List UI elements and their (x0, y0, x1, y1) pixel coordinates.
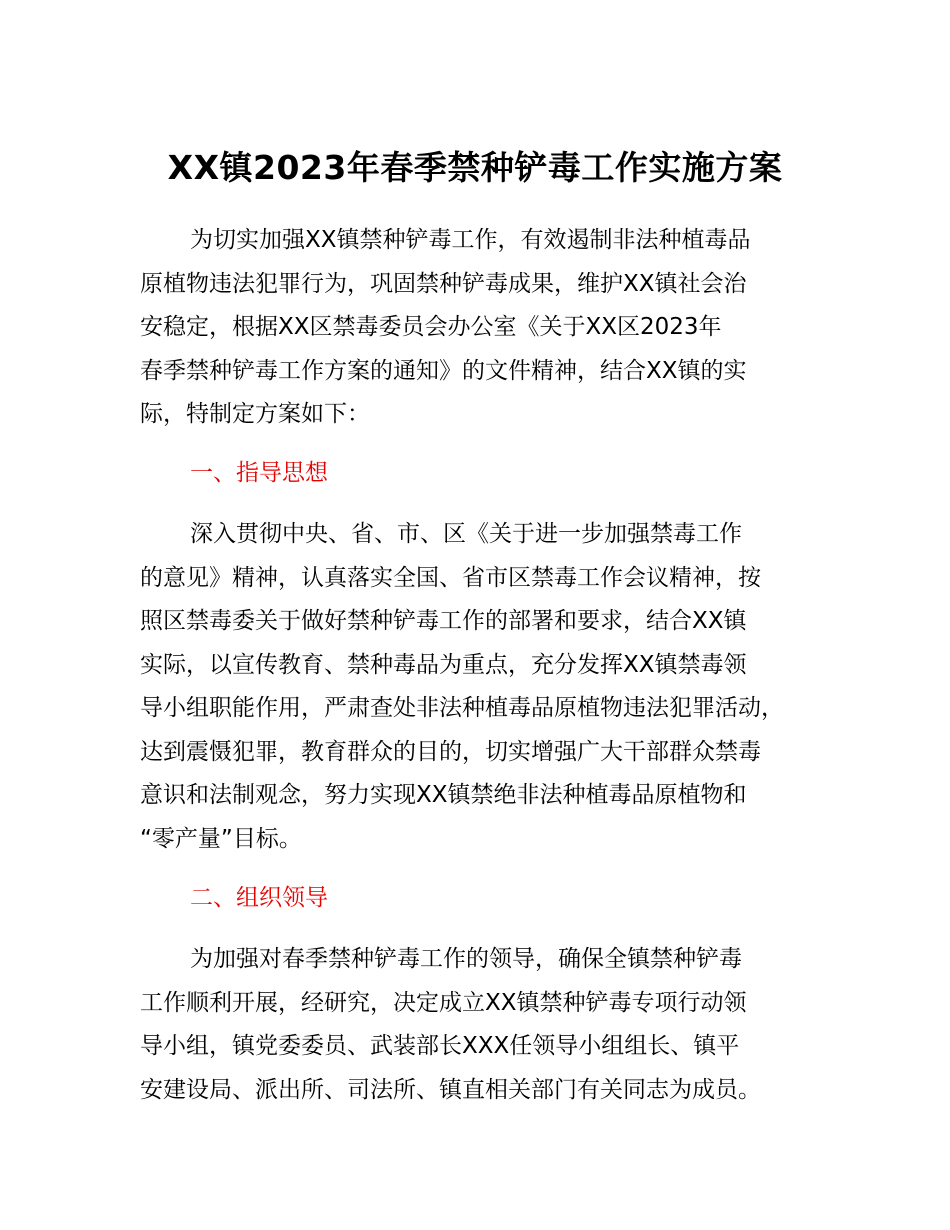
intro-line: 际，特制定方案如下： (140, 401, 370, 427)
paragraph-line: 安建设局、派出所、司法所、镇直相关部门有关同志为成员。 (140, 1076, 761, 1103)
paragraph-line: 导小组职能作用，严肃查处非法种植毒品原植物违法犯罪活动， (140, 695, 784, 721)
paragraph-line: 的意见》精神，认真落实全国、省市区禁毒工作会议精神，按 (140, 564, 761, 591)
document-title: XX镇2023年春季禁种铲毒工作实施方案 (167, 148, 783, 187)
paragraph-line: 实际，以宣传教育、禁种毒品为重点，充分发挥XX镇禁毒领 (140, 651, 747, 678)
paragraph-line: 照区禁毒委关于做好禁种铲毒工作的部署和要求，结合XX镇 (140, 608, 747, 634)
section-heading-organization-leadership: 二、组织领导 (190, 885, 328, 911)
paragraph-line: 导小组，镇党委委员、武装部长XXX任领导小组组长、镇平 (140, 1033, 740, 1059)
guiding-ideology-paragraph (140, 513, 840, 861)
organization-leadership-paragraph (140, 938, 840, 1112)
intro-line: 安稳定，根据XX区禁毒委员会办公室《关于XX区2023年 (140, 314, 722, 340)
paragraph-line: 达到震慑犯罪，教育群众的目的，切实增强广大干部群众禁毒 (140, 738, 761, 765)
intro-line: 原植物违法犯罪行为，巩固禁种铲毒成果，维护XX镇社会治 (140, 270, 747, 297)
intro-line: 春季禁种铲毒工作方案的通知》的文件精神，结合XX镇的实 (140, 357, 747, 384)
paragraph-line: 为加强对春季禁种铲毒工作的领导，确保全镇禁种铲毒 (190, 946, 742, 972)
paragraph-line: 意识和法制观念，努力实现XX镇禁绝非法种植毒品原植物和 (140, 782, 747, 808)
intro-line: 为切实加强XX镇禁种铲毒工作，有效遏制非法种植毒品 (190, 227, 751, 253)
paragraph-line: 工作顺利开展，经研究，决定成立XX镇禁种铲毒专项行动领 (140, 989, 747, 1016)
paragraph-line: “零产量”目标。 (140, 825, 302, 852)
intro-paragraph (140, 219, 840, 437)
section-heading-guiding-ideology: 一、指导思想 (190, 460, 328, 486)
paragraph-line: 深入贯彻中央、省、市、区《关于进一步加强禁毒工作 (190, 521, 742, 547)
